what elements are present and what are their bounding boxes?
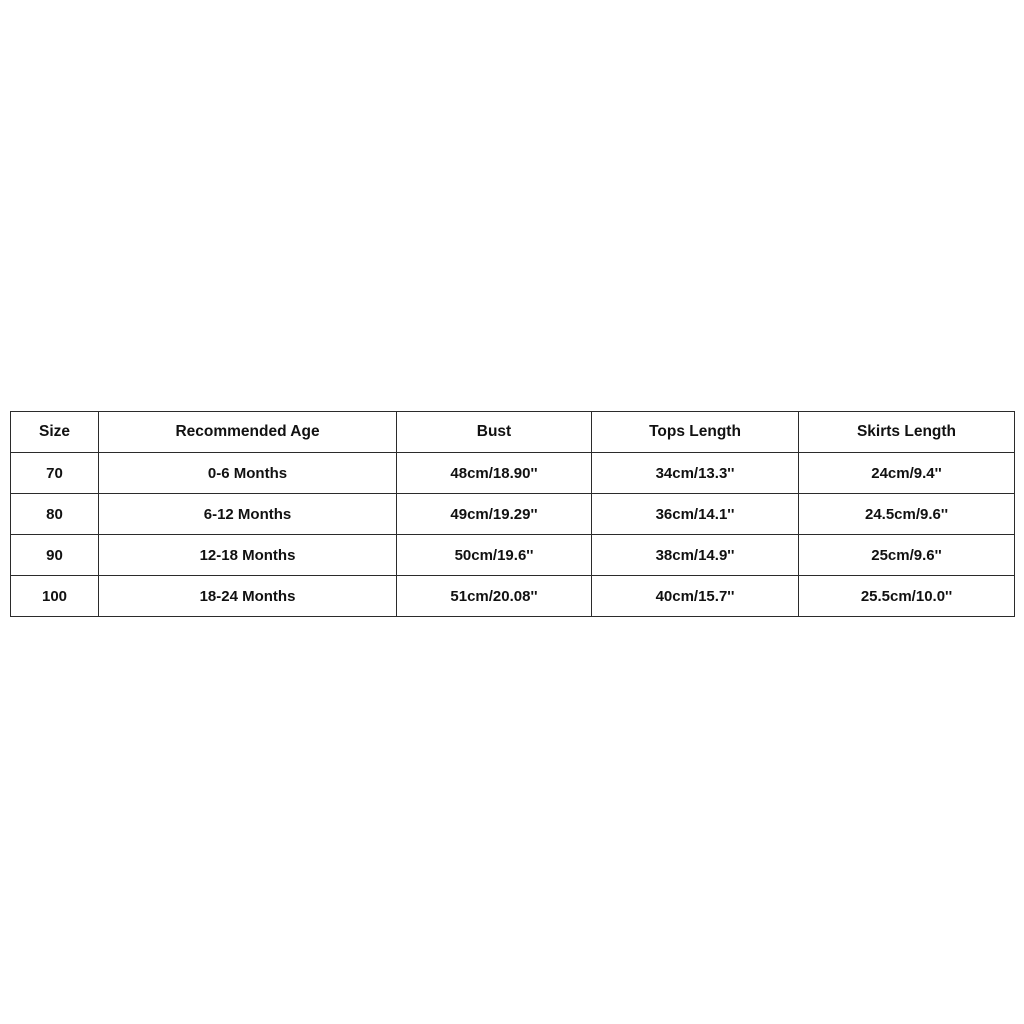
cell-age: 12-18 Months xyxy=(99,535,397,576)
cell-tops-length: 36cm/14.1'' xyxy=(592,494,799,535)
cell-size: 80 xyxy=(11,494,99,535)
cell-skirts-length: 24cm/9.4'' xyxy=(799,453,1015,494)
cell-age: 6-12 Months xyxy=(99,494,397,535)
table-row xyxy=(11,535,1015,576)
cell-size: 90 xyxy=(11,535,99,576)
cell-skirts-length: 25.5cm/10.0'' xyxy=(799,576,1015,617)
cell-skirts-length: 24.5cm/9.6'' xyxy=(799,494,1015,535)
table-row xyxy=(11,453,1015,494)
cell-bust: 50cm/19.6'' xyxy=(397,535,592,576)
cell-bust: 51cm/20.08'' xyxy=(397,576,592,617)
column-header-bust: Bust xyxy=(397,412,592,453)
cell-age: 0-6 Months xyxy=(99,453,397,494)
column-header-size: Size xyxy=(11,412,99,453)
cell-tops-length: 38cm/14.9'' xyxy=(592,535,799,576)
column-header-skirts-length: Skirts Length xyxy=(799,412,1015,453)
table-row xyxy=(11,494,1015,535)
size-chart-container xyxy=(10,411,1014,617)
cell-bust: 48cm/18.90'' xyxy=(397,453,592,494)
column-header-tops-length: Tops Length xyxy=(592,412,799,453)
table-header-row xyxy=(11,412,1015,453)
cell-age: 18-24 Months xyxy=(99,576,397,617)
column-header-recommended-age: Recommended Age xyxy=(99,412,397,453)
cell-tops-length: 40cm/15.7'' xyxy=(592,576,799,617)
cell-bust: 49cm/19.29'' xyxy=(397,494,592,535)
cell-skirts-length: 25cm/9.6'' xyxy=(799,535,1015,576)
cell-size: 100 xyxy=(11,576,99,617)
size-chart-table xyxy=(10,411,1015,617)
cell-tops-length: 34cm/13.3'' xyxy=(592,453,799,494)
cell-size: 70 xyxy=(11,453,99,494)
table-row xyxy=(11,576,1015,617)
